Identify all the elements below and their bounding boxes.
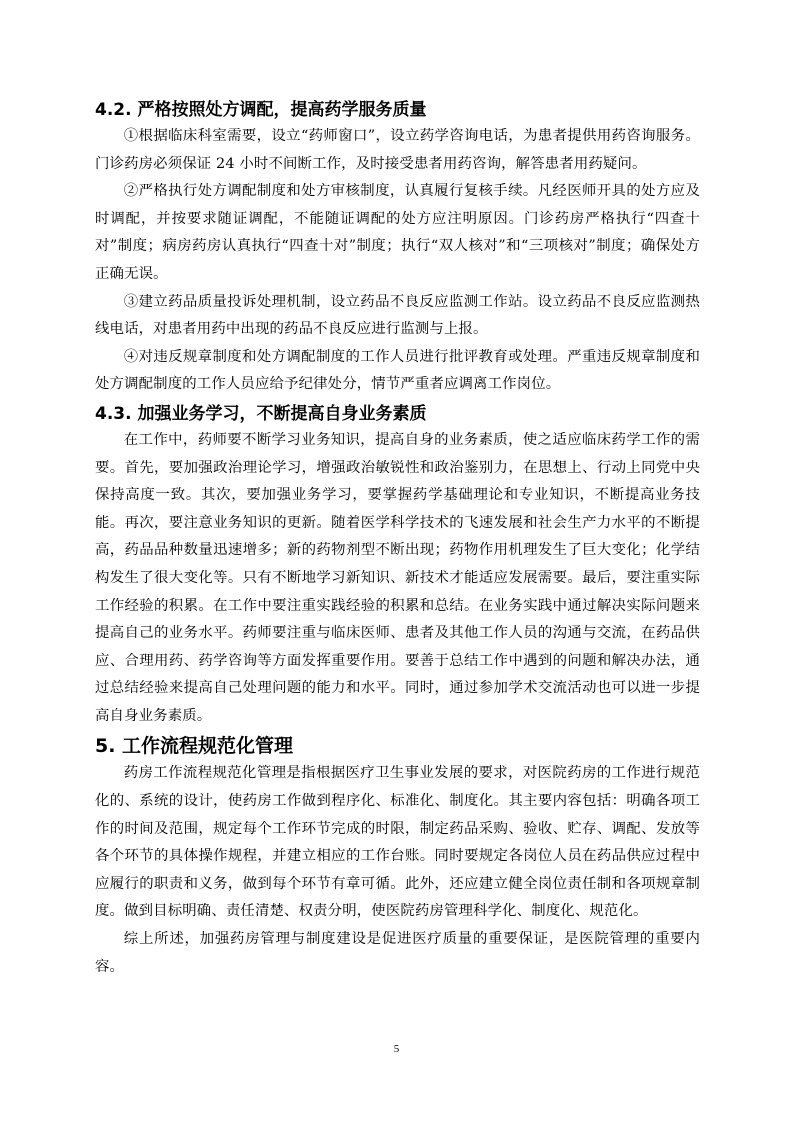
page-content [95,95,700,981]
section-heading-4-2: 4.2. 严格按照处方调配，提高药学服务质量 [95,100,427,120]
paragraph: ④对违反规章制度和处方调配制度的工作人员进行批评教育或处理。严重违反规章制度和处方调配制度的工作人员应给予纪律处分，情节严重者应调离工作岗位。 [95,348,700,393]
paragraph: ③建立药品质量投诉处理机制，设立药品不良反应监测工作站。设立药品不良反应监测热线电话，对患者用药中出现的药品不良反应进行监测与上报。 [95,293,700,338]
section-heading-5: 5. 工作流程规范化管理 [95,735,294,758]
paragraph: 综上所述，加强药房管理与制度建设是促进医疗质量的重要保证，是医院管理的重要内容。 [95,931,700,975]
paragraph: 在工作中，药师要不断学习业务知识，提高自身的业务素质，使之适应临床药学工作的需要。首先，要加强政治理论学习，增强政治敏锐性和政治鉴别力，在思想上、行动上同党中央保持高度一致。其次，要加强业务学习，要掌握药学基础理论和专业知识，不断提高业务技能。再次，要注意业务知识的更新。随着医学科学技术的飞速发展和社会生产力水平的不断提高，药品品种数量迅速增多；新的药物剂型不断出现；药物作用机理发生了巨大变化；化学结构发生了很大变化等。只有不断地学习新知识、新技术才能适应发展需要。最后，要注重实际工作经验的积累。在工作中要注重实践经验的积累和总结。在业务实践中通过解决实际问题来提高自己的业务水平。药师要注重与临床医师、患者及其他工作人员的沟通与交流，在药品供应、合理用药、药学咨询等方面发挥重要作用。要善于总结工作中遇到的问题和解决办法，通过总结经验来提高自己处理问题的能力和水平。同时，通过参加学术交流活动也可以进一步提高自身业务素质。 [95,431,700,724]
page-number: 5 [393,1043,400,1055]
section-heading-4-3: 4.3. 加强业务学习，不断提高自身业务素质 [95,403,427,424]
paragraph: 药房工作流程规范化管理是指根据医疗卫生事业发展的要求，对医院药房的工作进行规范化的、系统的设计，使药房工作做到程序化、标准化、制度化。其主要内容包括：明确各项工作的时间及范围，规定每个工作环节完成的时限，制定药品采购、验收、贮存、调配、发放等各个环节的具体操作规程，并建立相应的工作台账。同时要规定各岗位人员在药品供应过程中应履行的职责和义务，做到每个环节有章可循。此外，还应建立健全岗位责任制和各项规章制度。做到目标明确、责任清楚、权责分明，使医院药房管理科学化、制度化、规范化。 [95,765,700,920]
paragraph: ②严格执行处方调配制度和处方审核制度，认真履行复核手续。凡经医师开具的处方应及时调配，并按要求随证调配，不能随证调配的处方应注明原因。门诊药房严格执行“四查十对”制度；病房药房认真执行“四查十对”制度；执行“双人核对”和“三项核对”制度；确保处方正确无误。 [95,183,700,282]
paragraph: ①根据临床科室需要，设立“药师窗口”，设立药学咨询电话，为患者提供用药咨询服务。门诊药房必须保证 24 小时不间断工作，及时接受患者用药咨询，解答患者用药疑问。 [95,128,700,172]
